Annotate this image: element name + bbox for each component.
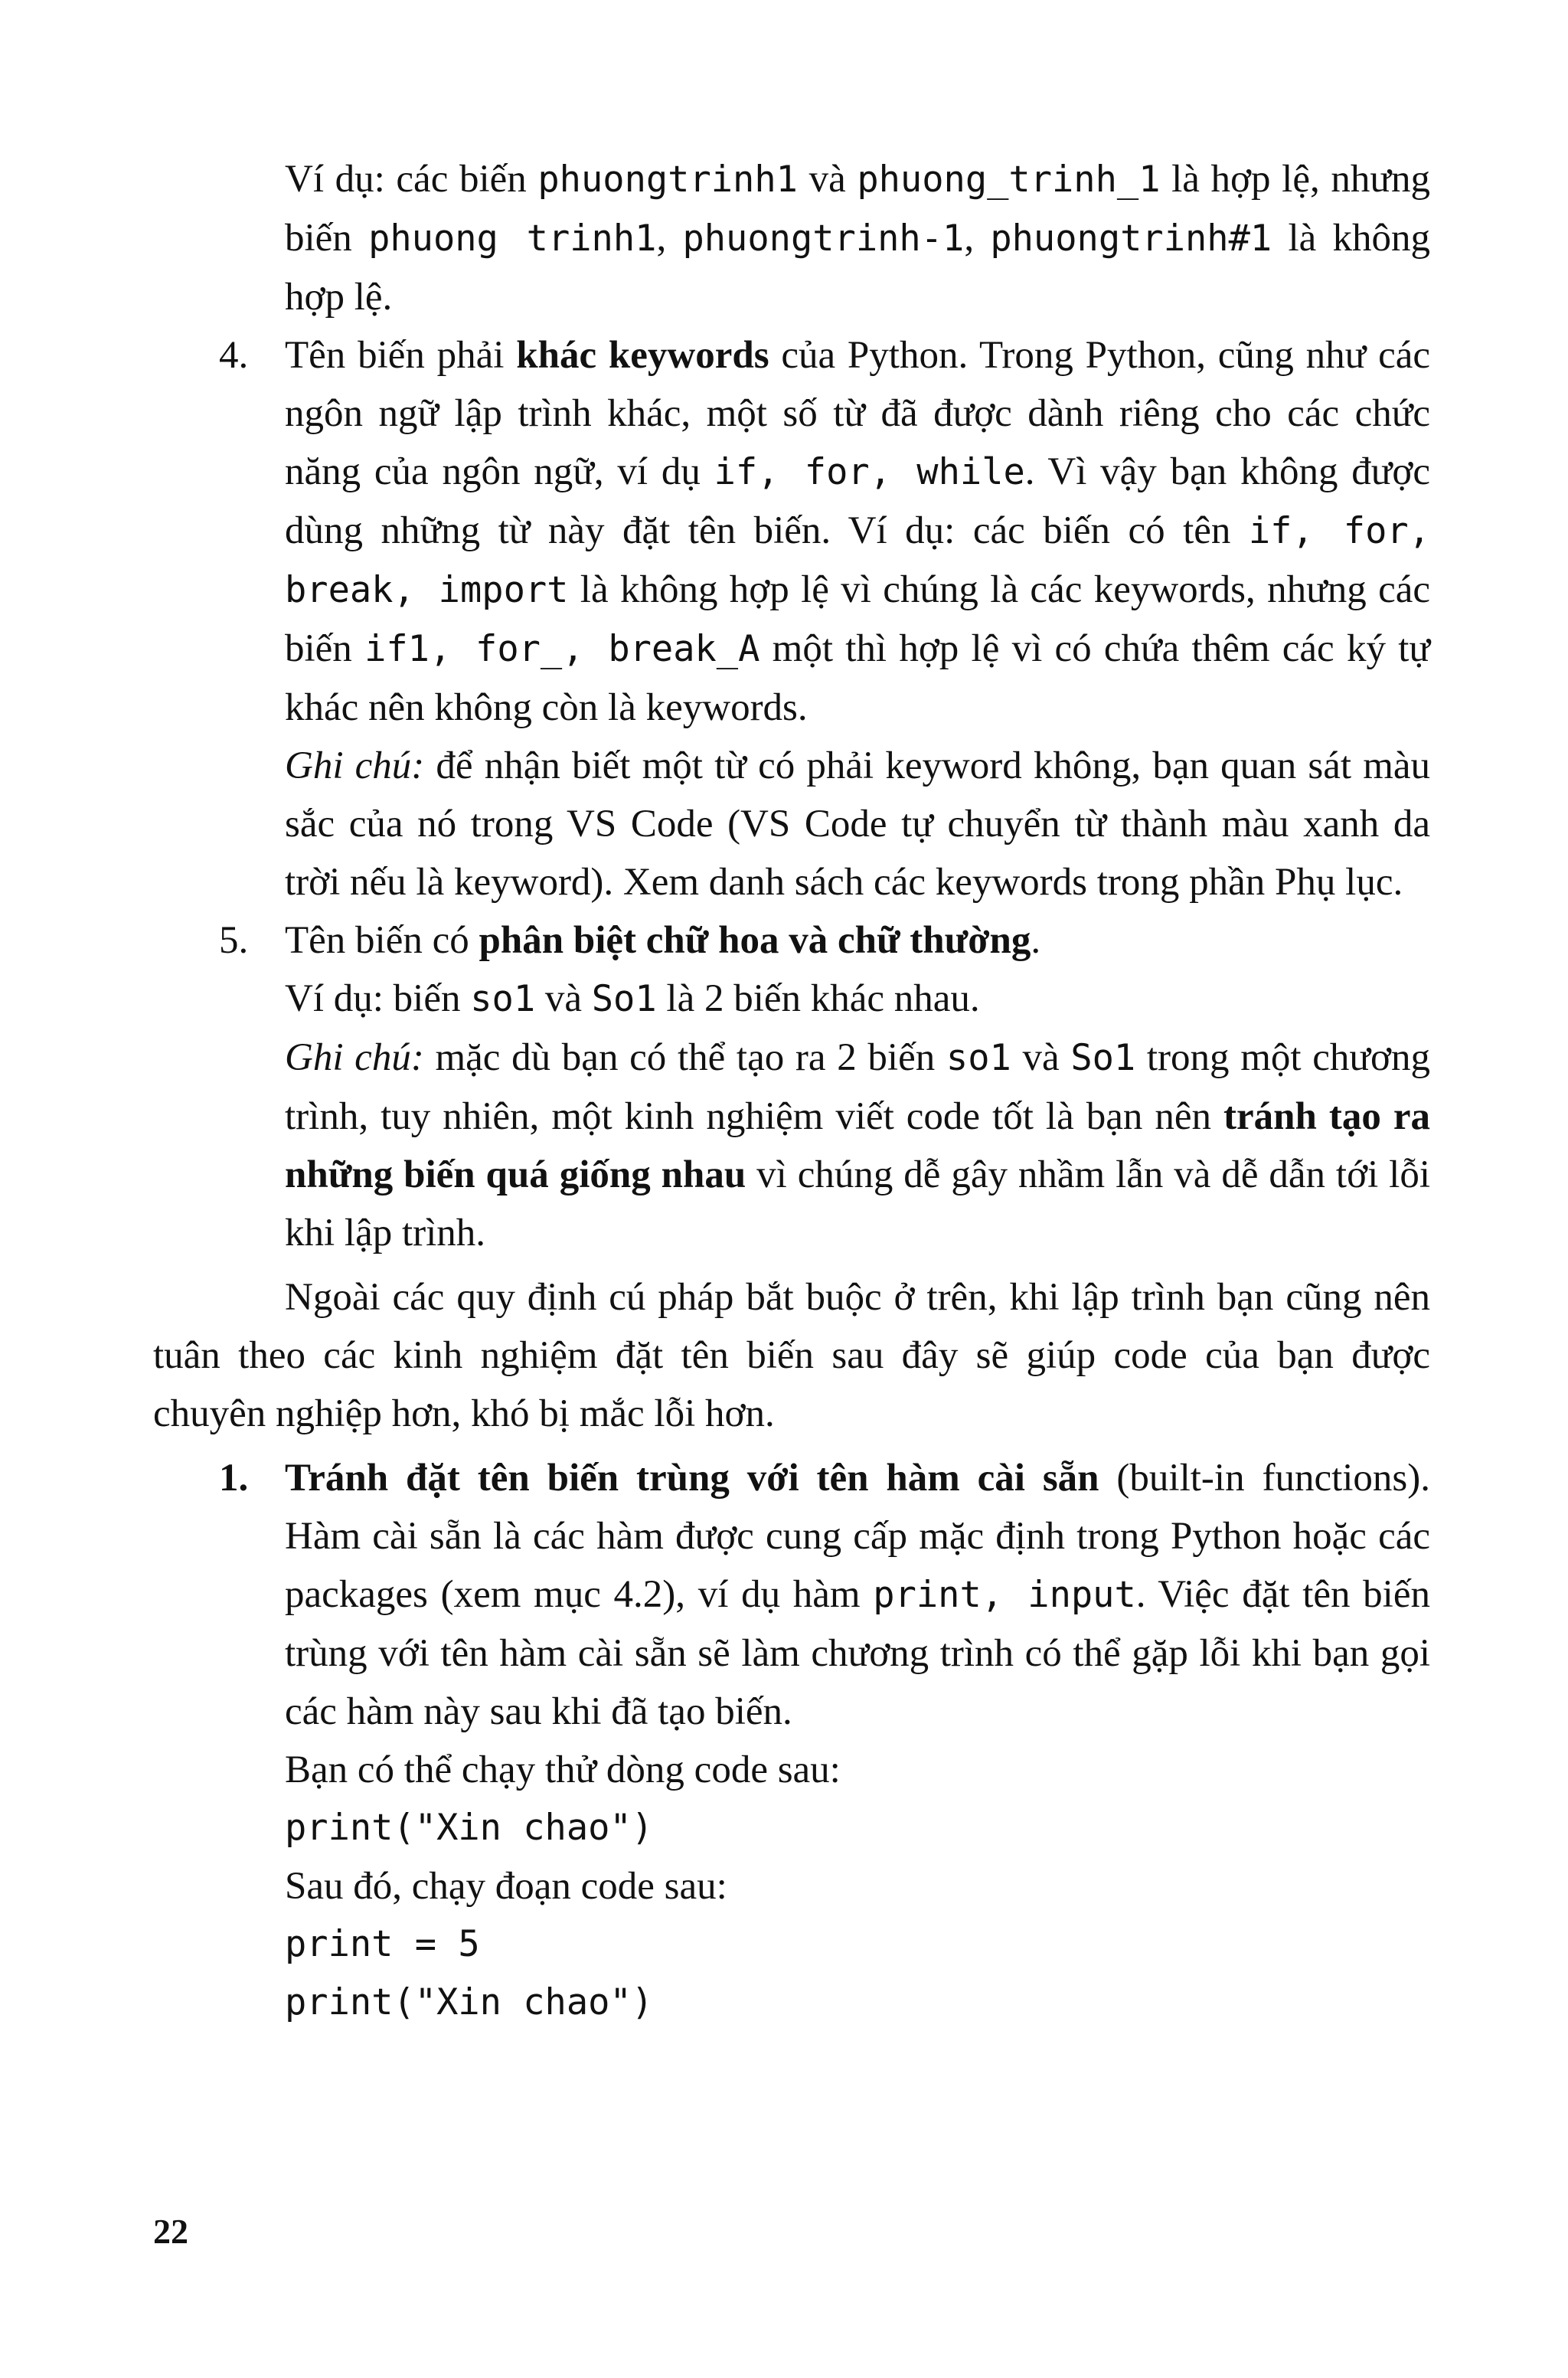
bold-text: phân biệt chữ hoa và chữ thường: [479, 919, 1031, 962]
code-identifier: if, for, break, import: [285, 510, 1430, 611]
code-identifier: So1: [591, 978, 657, 1020]
page-content: [153, 150, 1430, 2032]
bold-text: tránh tạo ra những biến quá giống nhau: [285, 1095, 1430, 1196]
code-identifier: phuongtrinh-1: [682, 218, 965, 260]
code-identifier: so1: [946, 1037, 1011, 1079]
code-identifier: if1, for_, break_A: [364, 628, 760, 670]
rule-5: [153, 911, 1430, 970]
code-identifier: phuongtrinh#1: [990, 218, 1272, 260]
rule-4: [153, 326, 1430, 737]
text: Ví dụ: các biến: [285, 158, 538, 201]
text: là hợp lệ, nhưng biến: [285, 158, 1430, 260]
code-line: print = 5: [285, 1923, 480, 1965]
example-paragraph: [285, 150, 1430, 326]
rule-5-note: [285, 1029, 1430, 1262]
text: là không hợp lệ vì chúng là các keywords, nhưng các biến: [285, 568, 1430, 670]
list-number: 4.: [219, 334, 249, 377]
text: và: [1011, 1036, 1071, 1079]
note-label: Ghi chú:: [285, 744, 425, 787]
spacer: [153, 1443, 1430, 1449]
code-identifier: print, input: [873, 1574, 1136, 1616]
text: Ví dụ: biến: [285, 977, 471, 1020]
text: là 2 biến khác nhau.: [656, 977, 980, 1020]
code-line: print("Xin chao"): [285, 1807, 654, 1849]
text: của Python. Trong Python, cũng như các ngôn ngữ lập trình khác, một số từ đã được dành riêng cho các chức năng của ngôn ngữ, ví dụ: [285, 334, 1430, 493]
text: mặc dù bạn có thể tạo ra 2 biến: [423, 1036, 946, 1079]
text: Tên biến có: [285, 919, 479, 962]
text: ,: [964, 217, 991, 260]
list-number: 1.: [219, 1457, 249, 1500]
text: một thì hợp lệ vì có chứa thêm các ký tự khác nên không còn là keywords.: [285, 627, 1430, 729]
code-identifier: so1: [470, 978, 536, 1020]
text: và: [797, 158, 858, 201]
tip-1-then-line: Sau đó, chạy đoạn code sau:: [285, 1865, 727, 1908]
text: .: [1031, 919, 1041, 962]
text: và: [535, 977, 592, 1020]
list-number: 5.: [219, 919, 249, 962]
bold-text: khác keywords: [516, 334, 769, 377]
text: . Việc đặt tên biến trùng với tên hàm cài sẵn sẽ làm chương trình có thể gặp lỗi khi bạn gọi các hàm này sau khi đã tạo biến.: [285, 1573, 1430, 1733]
text: ,: [656, 217, 683, 260]
text: trong một chương trình, tuy nhiên, một kinh nghiệm viết code tốt là bạn nên: [285, 1036, 1430, 1138]
text: để nhận biết một từ có phải keyword không, bạn quan sát màu sắc của nó trong VS Code (VS Code tự chuyển từ thành màu xanh da trời nếu là keyword). Xem danh sách các keywords trong phần Phụ lục.: [285, 744, 1430, 904]
text: (built-in functions). Hàm cài sẵn là các hàm được cung cấp mặc định trong Python hoặc các packages (xem mục 4.2), ví dụ hàm: [285, 1457, 1431, 1616]
intro-paragraph: Ngoài các quy định cú pháp bắt buộc ở trên, khi lập trình bạn cũng nên tuân theo các kinh nghiệm đặt tên biến sau đây sẽ giúp code của bạn được chuyên nghiệp hơn, khó bị mắc lỗi hơn.: [153, 1276, 1430, 1435]
rule-5-example: [285, 970, 1430, 1029]
text: là không hợp lệ.: [285, 217, 1431, 319]
text: . Vì vậy bạn không được dùng những từ này đặt tên biến. Ví dụ: các biến có tên: [285, 450, 1430, 552]
spacer: [153, 1262, 1430, 1268]
rule-4-note: [285, 737, 1430, 911]
code-identifier: phuong_trinh_1: [857, 159, 1161, 201]
code-identifier: phuong trinh1: [368, 218, 657, 260]
code-identifier: if, for, while: [714, 451, 1025, 493]
bold-text: Tránh đặt tên biến trùng với tên hàm cài sẵn: [285, 1457, 1099, 1500]
code-identifier: So1: [1070, 1037, 1136, 1079]
code-line: print("Xin chao"): [285, 1981, 654, 2023]
text: vì chúng dễ gây nhầm lẫn và dễ dẫn tới lỗi khi lập trình.: [285, 1153, 1430, 1254]
page-number: 22: [153, 2212, 188, 2251]
text: Tên biến phải: [285, 334, 517, 377]
tip-1-try-line: Bạn có thể chạy thử dòng code sau:: [285, 1748, 841, 1791]
code-identifier: phuongtrinh1: [537, 159, 798, 201]
tip-1: [153, 1449, 1430, 1741]
note-label: Ghi chú:: [285, 1036, 424, 1079]
